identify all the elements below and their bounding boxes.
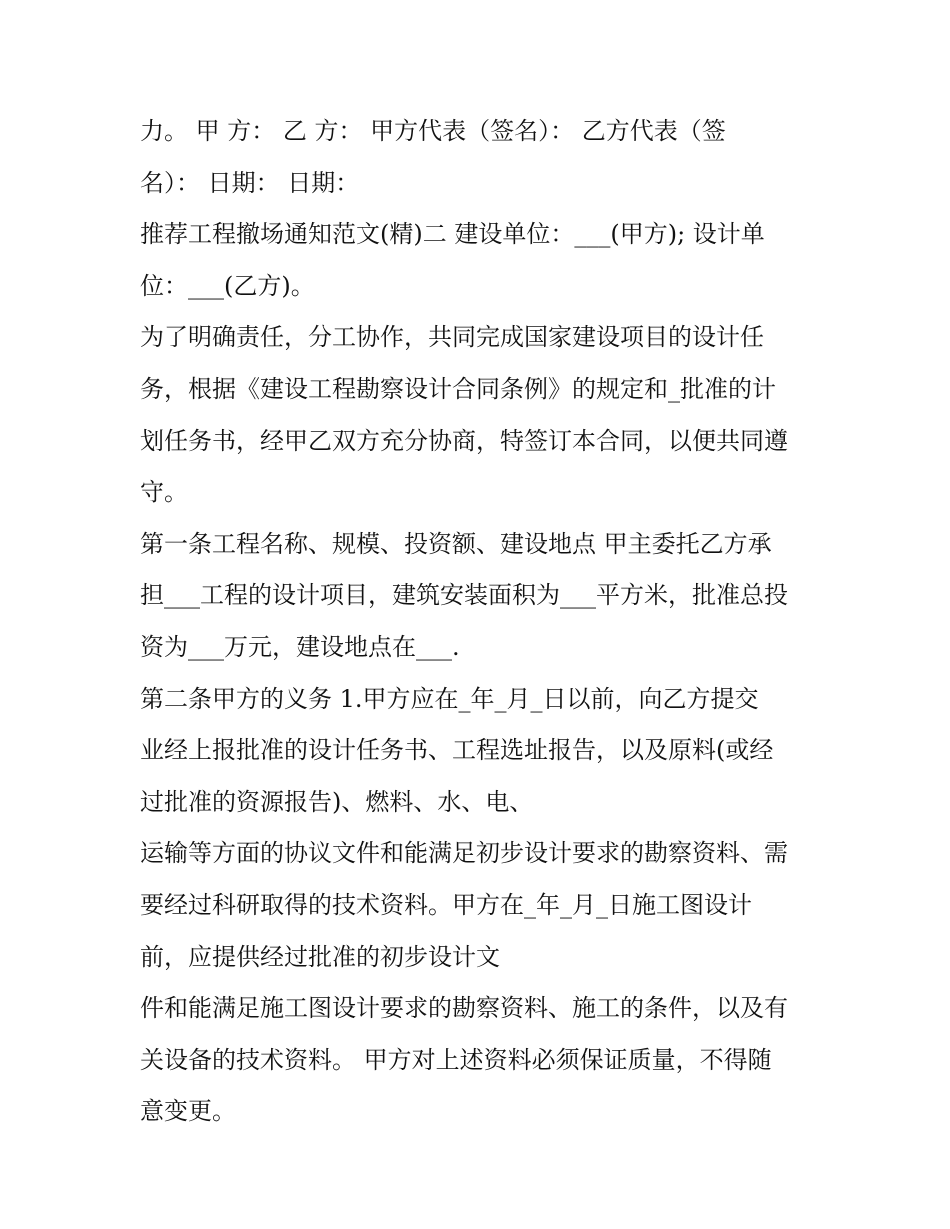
text-line: 推荐工程撤场通知范文(精)二 建设单位：___(甲方); 设计单 bbox=[140, 220, 765, 249]
text-line: 担___工程的设计项目，建筑安装面积为___平方米，批准总投 bbox=[140, 581, 788, 610]
text-line: 运输等方面的协议文件和能满足初步设计要求的勘察资料、需 bbox=[140, 839, 788, 868]
text-line: 第一条工程名称、规模、投资额、建设地点 甲主委托乙方承 bbox=[140, 529, 772, 558]
text-line: 力。 甲 方： 乙 方： 甲方代表（签名）： 乙方代表（签 bbox=[140, 117, 726, 145]
text-line: 要经过科研取得的技术资料。甲方在_年_月_日施工图设计 bbox=[140, 890, 752, 919]
text-line: 名）： 日期： 日期： bbox=[140, 168, 360, 197]
text-line: 位：___(乙方)。 bbox=[140, 271, 315, 300]
text-line: 件和能满足施工图设计要求的勘察资料、施工的条件，以及有 bbox=[140, 994, 788, 1023]
text-line: 前，应提供经过批准的初步设计文 bbox=[140, 942, 500, 971]
text-line: 守。 bbox=[140, 478, 188, 507]
text-line: 关设备的技术资料。 甲方对上述资料必须保证质量，不得随 bbox=[140, 1045, 772, 1074]
text-line: 过批准的资源报告)、燃料、水、电、 bbox=[140, 787, 534, 816]
text-line: 资为___万元，建设地点在___. bbox=[140, 632, 460, 661]
text-line: 为了明确责任，分工协作，共同完成国家建设项目的设计任 bbox=[140, 323, 764, 352]
text-line: 意变更。 bbox=[140, 1097, 236, 1126]
document-body bbox=[140, 106, 830, 1138]
text-line: 务，根据《建设工程勘察设计合同条例》的规定和_批准的计 bbox=[140, 374, 776, 403]
text-line: 划任务书，经甲乙双方充分协商，特签订本合同，以便共同遵 bbox=[140, 426, 788, 455]
text-line: 业经上报批准的设计任务书、工程选址报告，以及原料(或经 bbox=[140, 736, 774, 765]
text-line: 第二条甲方的义务 1.甲方应在_年_月_日以前，向乙方提交 bbox=[140, 684, 759, 713]
